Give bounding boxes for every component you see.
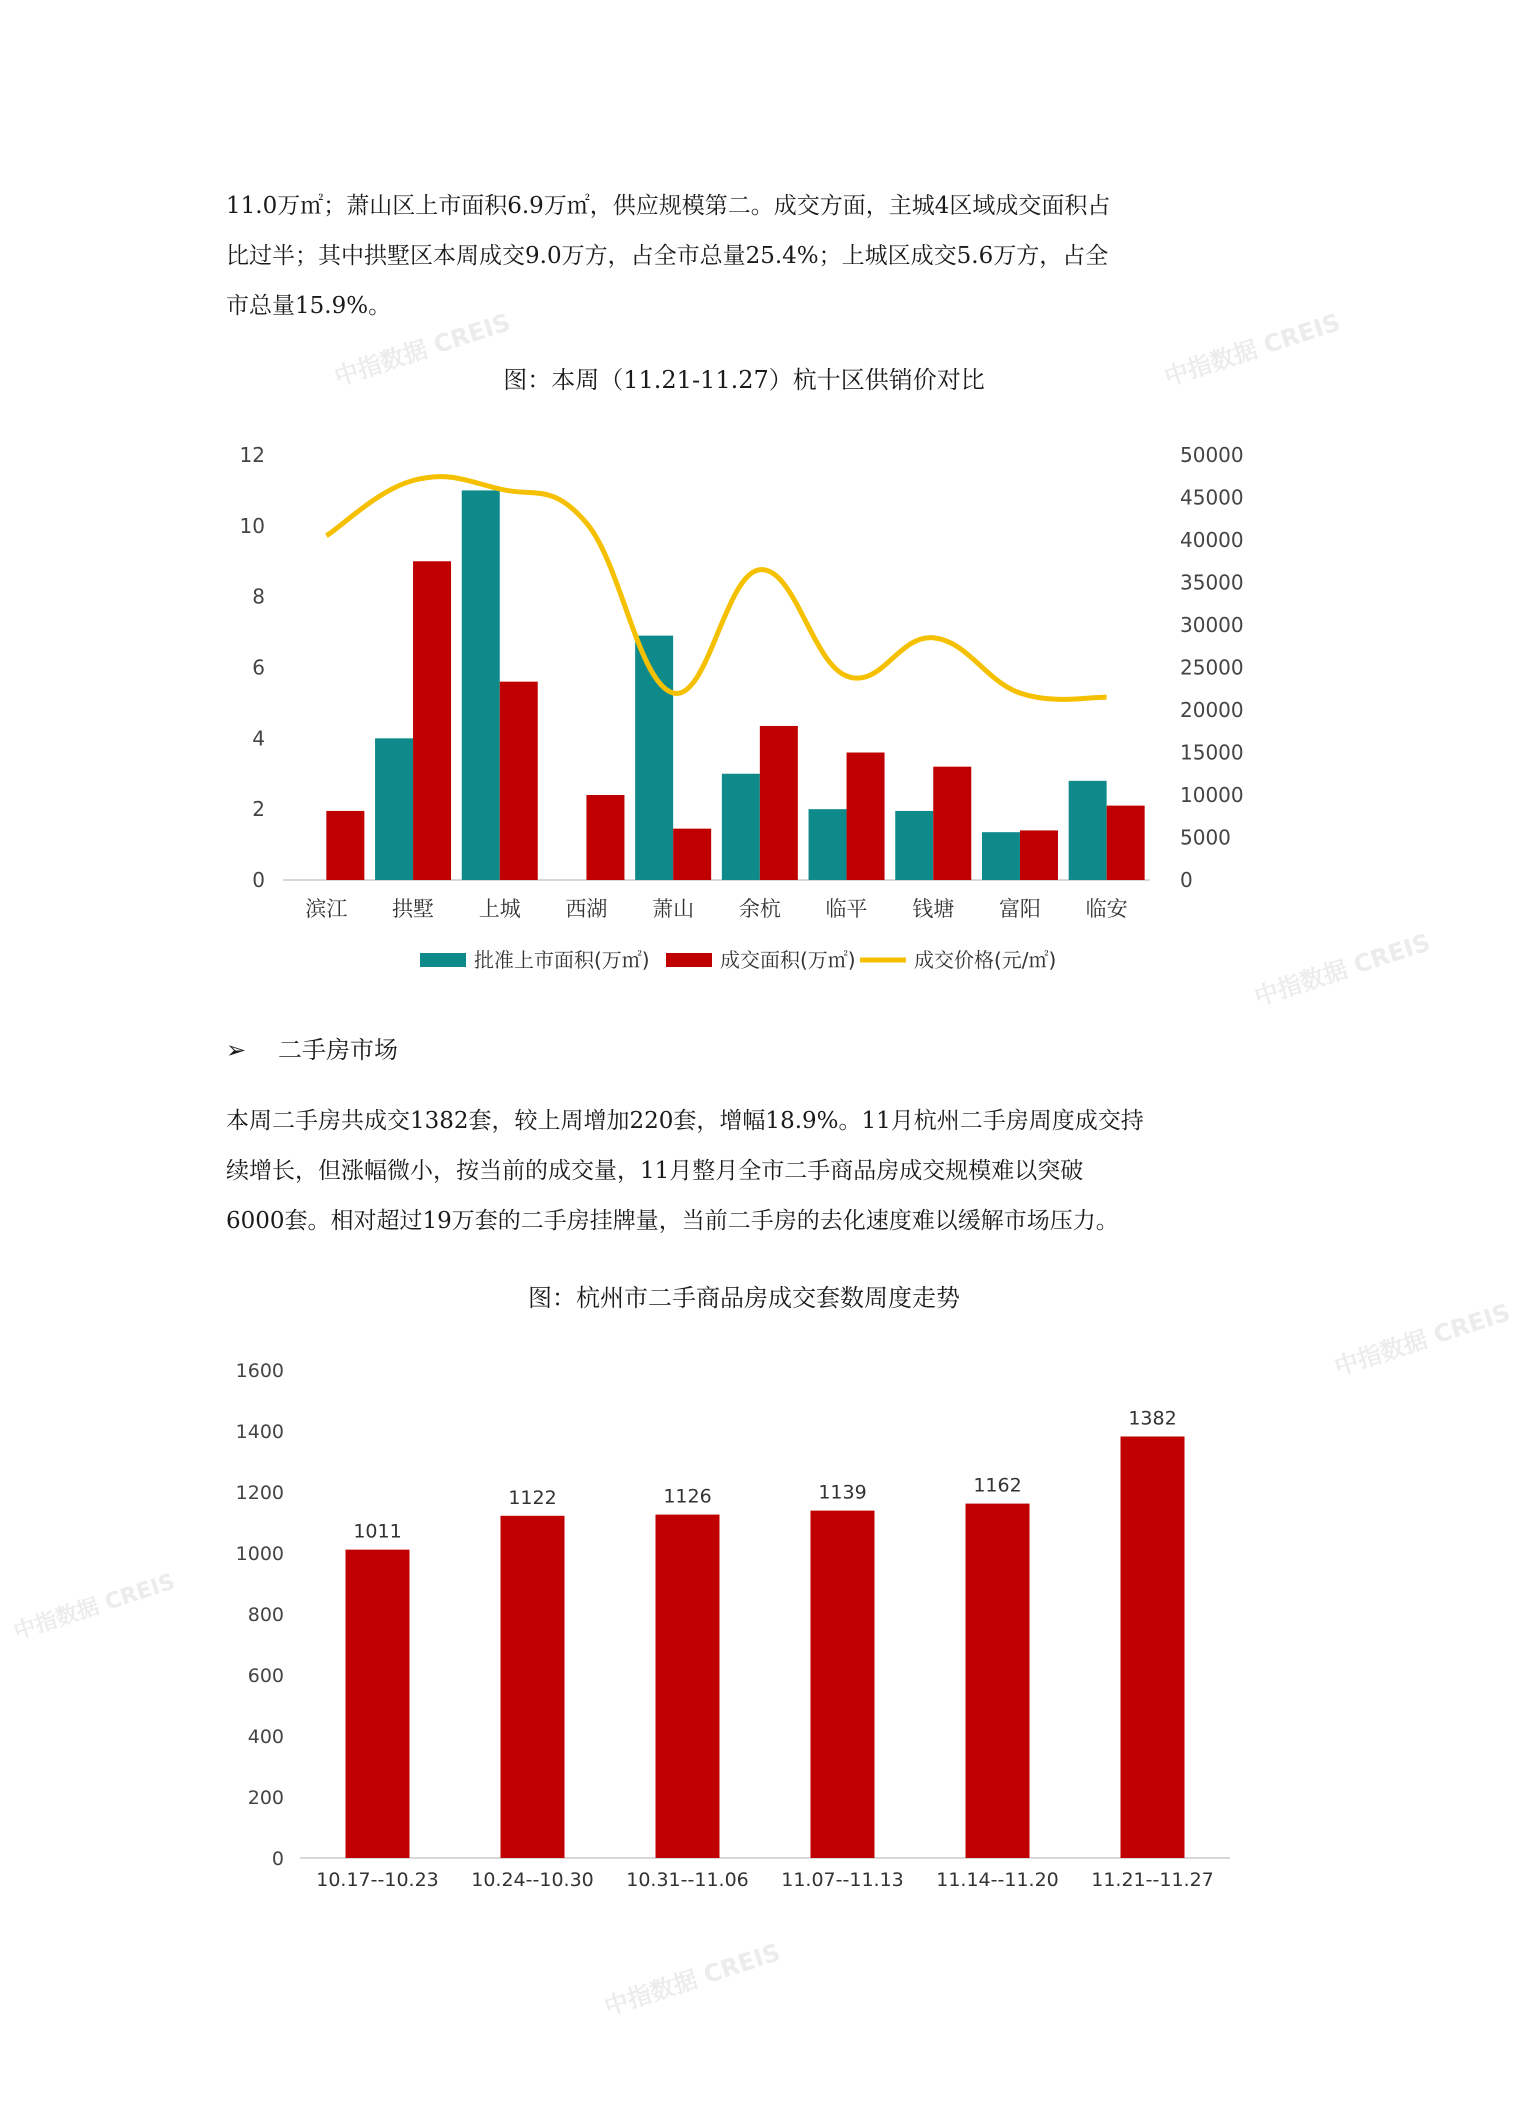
paragraph-second-hand-summary [226, 1096, 1266, 1246]
bar-supply-2 [462, 490, 500, 880]
x-tick-label: 西湖 [565, 897, 608, 921]
y-tick-label: 2 [252, 797, 265, 822]
y2-tick-label: 20000 [1180, 698, 1244, 722]
text-line: 6000套。相对超过19万套的二手房挂牌量，当前二手房的去化速度难以缓解市场压力。 [226, 1208, 1119, 1234]
bar-sales-9 [1107, 806, 1145, 880]
y-tick-label: 600 [247, 1665, 284, 1687]
legend-swatch-0 [420, 953, 466, 967]
y-tick-label: 400 [247, 1726, 284, 1748]
watermark: 中指数据 CREIS [10, 1569, 179, 1646]
data-label: 1126 [663, 1485, 712, 1508]
x-tick-label: 11.21--11.27 [1091, 1869, 1214, 1891]
bar-supply-6 [809, 809, 847, 880]
watermark: 中指数据 CREIS [1330, 1298, 1514, 1382]
y-tick-label: 10 [239, 513, 265, 538]
y-tick-label: 1400 [235, 1421, 284, 1443]
bar-sales-3 [586, 795, 624, 880]
y2-tick-label: 45000 [1180, 485, 1244, 510]
section-heading-text: 二手房市场 [278, 1036, 398, 1064]
paragraph-supply-summary [226, 181, 1266, 331]
x-tick-label: 滨江 [305, 897, 348, 921]
y-tick-label: 1200 [235, 1482, 284, 1504]
bar-sales-0 [326, 811, 364, 880]
y2-tick-label: 30000 [1180, 613, 1244, 637]
chart2-caption: 图：杭州市二手商品房成交套数周度走势 [528, 1284, 960, 1312]
bar-3 [811, 1511, 875, 1858]
bar-sales-2 [500, 682, 538, 880]
watermark: 中指数据 CREIS [600, 1938, 784, 2022]
legend-label-0: 批准上市面积(万㎡) [474, 948, 650, 972]
x-tick-label: 11.14--11.20 [936, 1869, 1059, 1891]
bar-sales-4 [673, 829, 711, 880]
y-tick-label: 1600 [235, 1360, 284, 1382]
bar-5 [1121, 1436, 1185, 1858]
y-tick-label: 200 [247, 1787, 284, 1809]
text-line: 比过半；其中拱墅区本周成交9.0万方，占全市总量25.4%；上城区成交5.6万方，占全 [226, 243, 1109, 269]
x-tick-label: 10.24--10.30 [471, 1869, 594, 1891]
bar-sales-1 [413, 561, 451, 880]
text-line: 本周二手房共成交1382套，较上周增加220套，增幅18.9%。11月杭州二手房周度成交持 [226, 1108, 1144, 1134]
y-tick-label: 8 [252, 584, 265, 609]
text-line: 市总量15.9%。 [226, 293, 392, 319]
y2-tick-label: 0 [1180, 868, 1193, 892]
chart1-caption: 图：本周（11.21-11.27）杭十区供销价对比 [503, 366, 985, 394]
district-supply-sales-price-chart [0, 420, 1488, 990]
x-tick-label: 10.17--10.23 [316, 1869, 439, 1891]
second-hand-weekly-chart [0, 1340, 1488, 1910]
y-tick-label: 12 [239, 443, 265, 467]
y-tick-label: 6 [252, 655, 265, 680]
data-label: 1162 [973, 1474, 1022, 1497]
y-tick-label: 0 [252, 868, 265, 892]
text-line: 续增长，但涨幅微小，按当前的成交量，11月整月全市二手商品房成交规模难以突破 [226, 1158, 1084, 1184]
bar-supply-8 [982, 832, 1020, 880]
bar-sales-8 [1020, 830, 1058, 880]
y2-tick-label: 15000 [1180, 740, 1244, 765]
x-tick-label: 11.07--11.13 [781, 1869, 904, 1891]
x-tick-label: 上城 [478, 897, 521, 921]
x-tick-label: 10.31--11.06 [626, 1869, 749, 1891]
bar-1 [501, 1516, 565, 1858]
x-tick-label: 钱塘 [912, 897, 955, 921]
x-tick-label: 拱墅 [392, 897, 435, 921]
x-tick-label: 萧山 [652, 897, 695, 921]
x-tick-label: 富阳 [998, 897, 1041, 921]
bar-sales-7 [933, 767, 971, 880]
legend-label-2: 成交价格(元/㎡) [914, 948, 1057, 972]
y-tick-label: 4 [252, 726, 265, 751]
y2-tick-label: 35000 [1180, 570, 1244, 595]
bar-supply-7 [895, 811, 933, 880]
x-tick-label: 临安 [1085, 897, 1128, 921]
x-tick-label: 余杭 [738, 897, 781, 921]
legend-label-1: 成交面积(万㎡) [720, 948, 856, 972]
bar-0 [346, 1550, 410, 1858]
bar-4 [966, 1504, 1030, 1858]
y2-tick-label: 25000 [1180, 655, 1244, 680]
bar-sales-6 [847, 753, 885, 881]
y-tick-label: 1000 [235, 1543, 284, 1565]
bar-supply-5 [722, 774, 760, 880]
y-tick-label: 800 [247, 1604, 284, 1626]
watermark: 中指数据 CREIS [1250, 928, 1434, 1012]
y2-tick-label: 40000 [1180, 528, 1244, 552]
bar-supply-1 [375, 738, 413, 880]
y2-tick-label: 5000 [1180, 825, 1231, 850]
y2-tick-label: 10000 [1180, 783, 1244, 807]
data-label: 1382 [1128, 1407, 1177, 1430]
bar-sales-5 [760, 726, 798, 880]
y2-tick-label: 50000 [1180, 443, 1244, 467]
section-heading [226, 1030, 398, 1065]
text-line: 11.0万㎡；萧山区上市面积6.9万㎡，供应规模第二。成交方面，主城4区域成交面积占 [226, 193, 1111, 219]
y-tick-label: 0 [271, 1848, 284, 1870]
x-tick-label: 临平 [825, 897, 868, 921]
data-label: 1122 [508, 1486, 557, 1509]
watermark: 中指数据 CREIS [1160, 308, 1344, 392]
arrow-bullet-icon: ➢ [226, 1036, 247, 1064]
legend-swatch-1 [666, 953, 712, 967]
bar-supply-9 [1069, 781, 1107, 880]
bar-2 [656, 1515, 720, 1858]
data-label: 1011 [353, 1520, 402, 1543]
watermark: 中指数据 CREIS [330, 308, 514, 392]
data-label: 1139 [818, 1481, 867, 1504]
